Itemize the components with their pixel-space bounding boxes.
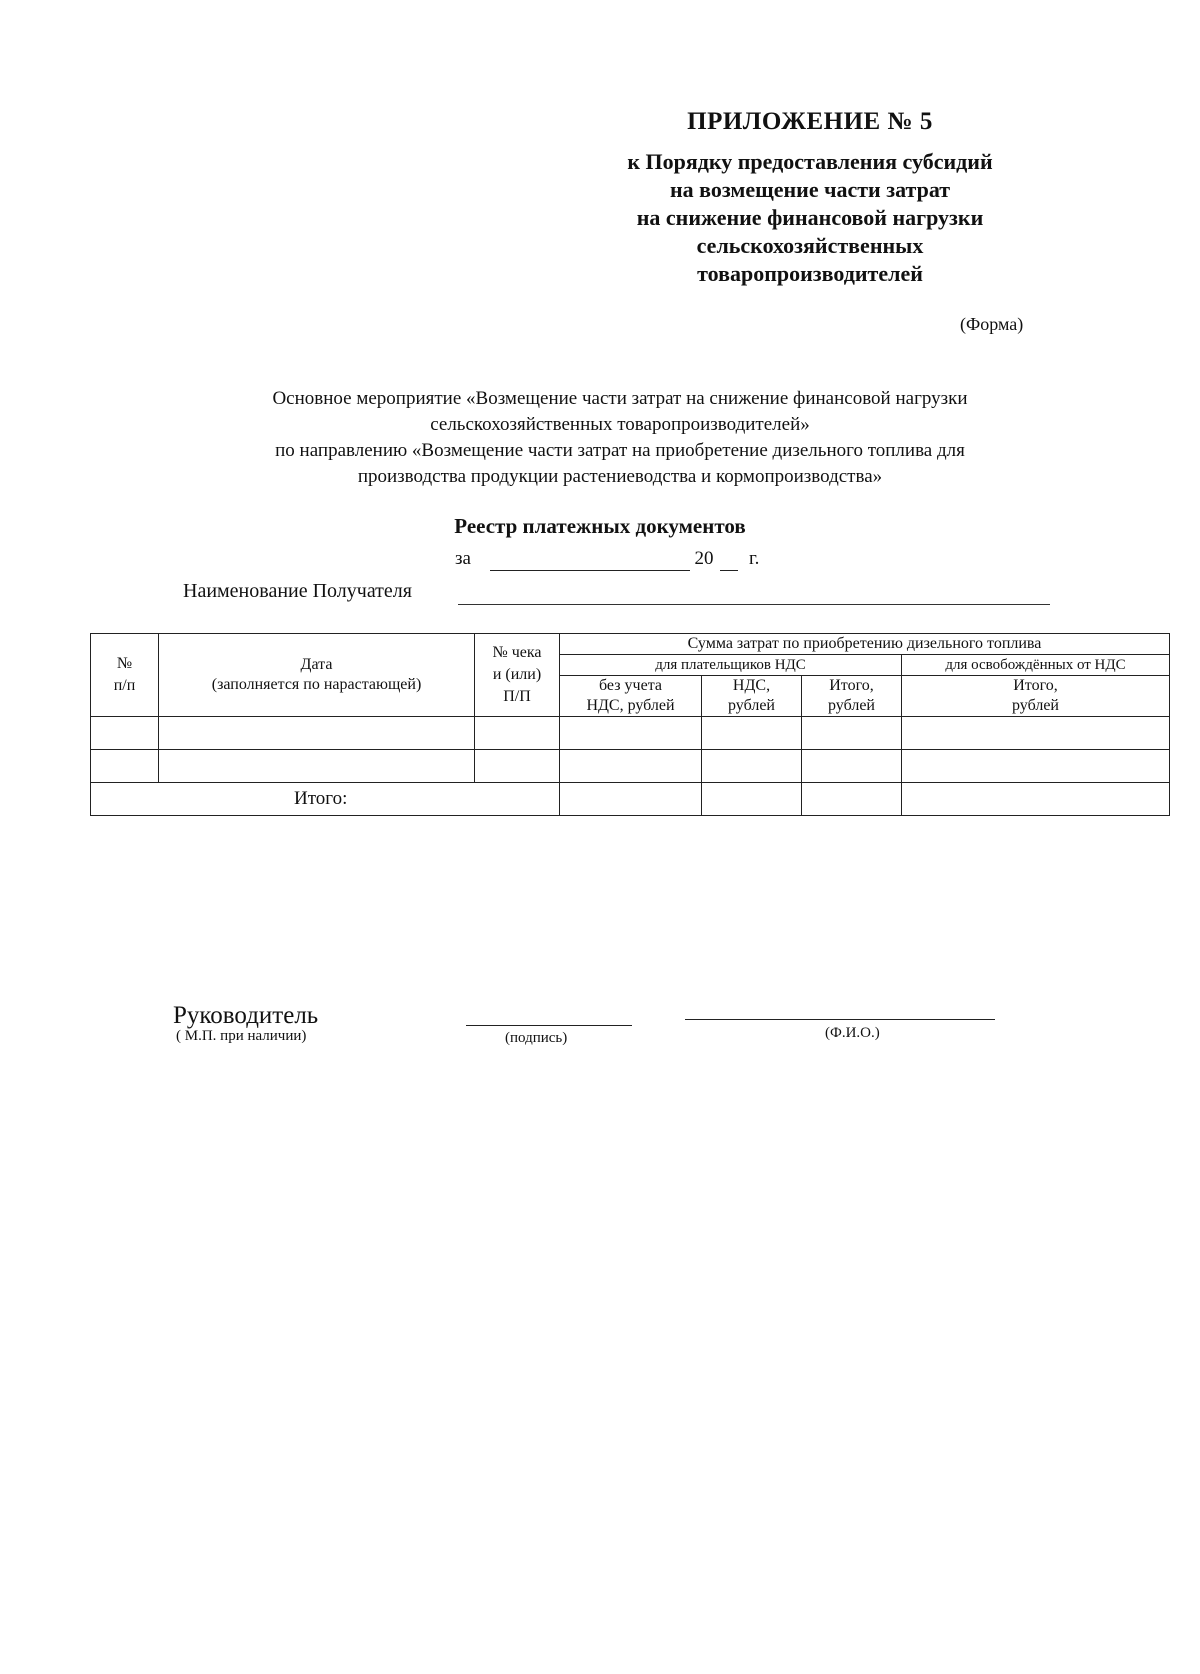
event-line: по направлению «Возмещение части затрат на приобретение дизельного топлива для [275, 440, 965, 461]
signature-line[interactable] [466, 1025, 632, 1026]
event-line: производства продукции растениеводства и кормопроизводства» [357, 466, 883, 487]
subtitle-line: сельскохозяйственных [696, 233, 924, 258]
total-cell[interactable] [802, 783, 902, 816]
table-cell[interactable] [91, 717, 159, 750]
table-cell[interactable] [560, 750, 702, 783]
table-cell[interactable] [475, 717, 560, 750]
header-line: без учета [599, 677, 662, 694]
form-note: (Форма) [960, 314, 1024, 334]
subtitle-line: к Порядку предоставления субсидий [627, 149, 993, 174]
col-exempt-total-header [902, 676, 1170, 717]
header-line: рублей [1012, 697, 1059, 714]
total-cell[interactable] [702, 783, 802, 816]
year-blank-line[interactable] [720, 548, 738, 571]
table-cell[interactable] [159, 750, 475, 783]
vat-exempt-header: для освобождённых от НДС [902, 655, 1170, 676]
col-date-header [159, 634, 475, 717]
col-num-header: № п/п [91, 634, 159, 717]
header-line: НДС, [732, 677, 771, 694]
table-cell[interactable] [902, 750, 1170, 783]
header-line: рублей [828, 697, 875, 714]
total-label: Итого: [91, 783, 560, 816]
header-line: Итого, [1013, 677, 1058, 694]
vat-payers-header: для плательщиков НДС [560, 655, 902, 676]
header-line: Итого, [829, 677, 874, 694]
subtitle-line: товаропроизводителей [697, 261, 923, 286]
period-suffix: г. [748, 548, 760, 569]
total-cell[interactable] [902, 783, 1170, 816]
col-check-header [475, 634, 560, 717]
appendix-subtitle [560, 148, 1060, 288]
table-cell[interactable] [902, 717, 1170, 750]
col-date-note: (заполняется по нарастающей) [211, 676, 422, 693]
name-line[interactable] [685, 1019, 995, 1020]
header-line: рублей [728, 697, 775, 714]
event-line: Основное мероприятие «Возмещение части затрат на снижение финансовой нагрузки [272, 388, 968, 409]
period-year: 20 [694, 548, 714, 569]
name-caption: (Ф.И.О.) [825, 1025, 880, 1041]
signature-caption: (подпись) [505, 1030, 568, 1046]
register-table [90, 633, 1170, 816]
header-line: НДС, рублей [586, 697, 675, 714]
period-prefix: за [455, 548, 471, 569]
col-check-line: № чека [492, 644, 542, 661]
col-check-line: и (или) [492, 666, 542, 683]
table-cell[interactable] [560, 717, 702, 750]
table-cell[interactable] [159, 717, 475, 750]
stamp-note: ( М.П. при наличии) [176, 1028, 307, 1044]
header-row [91, 634, 1170, 655]
period-row [455, 548, 759, 571]
col-date-title: Дата [300, 656, 333, 673]
table-cell[interactable] [475, 750, 560, 783]
subtitle-line: на снижение финансовой нагрузки [636, 205, 984, 230]
register-title: Реестр платежных документов [454, 514, 746, 538]
col-check-line: П/П [503, 688, 531, 705]
table-cell[interactable] [702, 717, 802, 750]
subtitle-line: на возмещение части затрат [669, 177, 951, 202]
col-vat-header [702, 676, 802, 717]
table-cell[interactable] [91, 750, 159, 783]
sum-header: Сумма затрат по приобретению дизельного топлива [560, 634, 1170, 655]
recipient-blank-line[interactable] [458, 604, 1050, 605]
table-cell[interactable] [802, 750, 902, 783]
col-total-header [802, 676, 902, 717]
event-description [180, 386, 1060, 490]
head-label: Руководитель [173, 1002, 319, 1029]
total-row [91, 783, 1170, 816]
table-cell[interactable] [802, 717, 902, 750]
table-row [91, 750, 1170, 783]
table-cell[interactable] [702, 750, 802, 783]
col-no-vat-header [560, 676, 702, 717]
total-cell[interactable] [560, 783, 702, 816]
appendix-title: ПРИЛОЖЕНИЕ № 5 [687, 108, 933, 135]
event-line: сельскохозяйственных товаропроизводителей» [430, 414, 810, 435]
period-blank-line[interactable] [490, 548, 690, 571]
recipient-label: Наименование Получателя [183, 580, 412, 602]
table-row [91, 717, 1170, 750]
